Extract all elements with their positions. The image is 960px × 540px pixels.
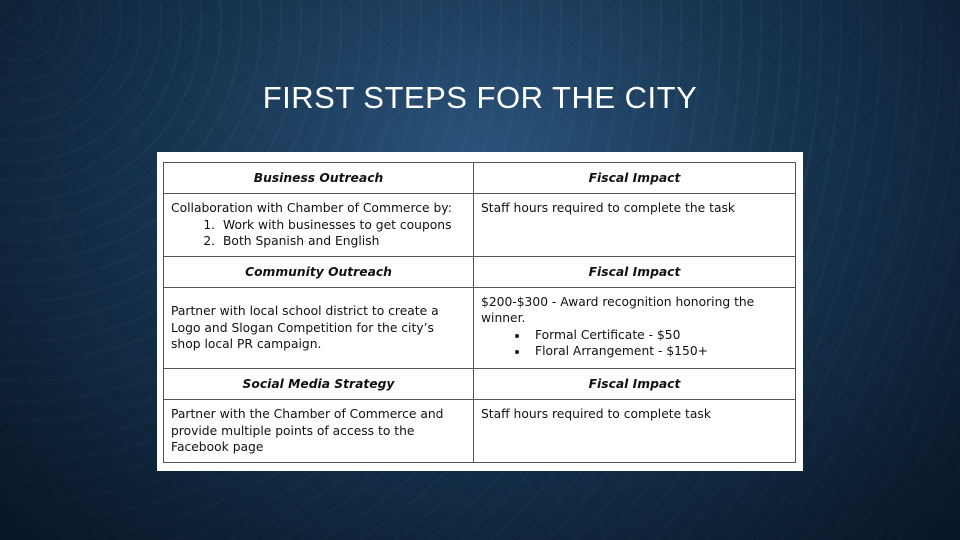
outreach-table bbox=[163, 162, 796, 463]
business-outreach-text: Collaboration with Chamber of Commerce by: bbox=[171, 201, 452, 216]
slide-title: FIRST STEPS FOR THE CITY bbox=[262, 80, 698, 115]
community-cost-list bbox=[481, 327, 788, 360]
community-outreach-text: Partner with local school district to create a Logo and Slogan Competition for the city’s shop local PR campaign. bbox=[171, 304, 439, 352]
fiscal-impact-header: Fiscal Impact bbox=[474, 369, 796, 400]
fiscal-impact-header: Fiscal Impact bbox=[474, 257, 796, 287]
table-row bbox=[164, 369, 796, 400]
business-outreach-header: Business Outreach bbox=[164, 163, 474, 194]
table-row bbox=[164, 257, 796, 287]
fiscal-impact-header: Fiscal Impact bbox=[474, 163, 796, 194]
community-fiscal-cell bbox=[474, 287, 796, 368]
social-fiscal-text: Staff hours required to complete task bbox=[481, 407, 711, 422]
business-fiscal-cell bbox=[474, 194, 796, 257]
social-media-strategy-header: Social Media Strategy bbox=[164, 369, 474, 400]
community-fiscal-text: $200-$300 - Award recognition honoring the winner. bbox=[481, 294, 755, 326]
table-row bbox=[164, 400, 796, 463]
table-row bbox=[164, 194, 796, 257]
outreach-table-image bbox=[157, 152, 803, 471]
list-item: 1. Work with businesses to get coupons bbox=[219, 217, 466, 234]
community-outreach-cell bbox=[164, 287, 474, 368]
business-fiscal-text: Staff hours required to complete the task bbox=[481, 201, 736, 216]
social-fiscal-cell bbox=[474, 400, 796, 463]
list-item: • Floral Arrangement - $150+ bbox=[529, 343, 788, 360]
list-item: 2. Both Spanish and English bbox=[219, 233, 466, 250]
social-media-text: Partner with the Chamber of Commerce and provide multiple points of access to the Facebook page bbox=[171, 407, 444, 455]
business-outreach-cell bbox=[164, 194, 474, 257]
social-media-cell bbox=[164, 400, 474, 463]
business-outreach-list bbox=[171, 217, 466, 250]
table-row bbox=[164, 163, 796, 194]
list-item: • Formal Certificate - $50 bbox=[529, 327, 788, 344]
table-row bbox=[164, 287, 796, 368]
community-outreach-header: Community Outreach bbox=[164, 257, 474, 287]
